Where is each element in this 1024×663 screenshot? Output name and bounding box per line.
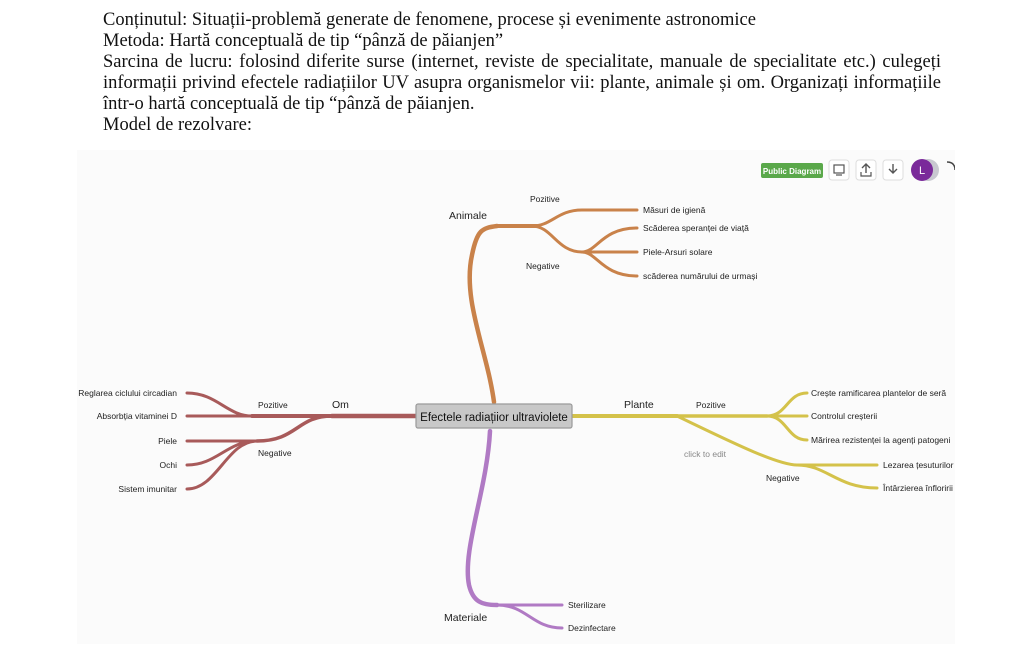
download-icon[interactable] <box>883 160 903 180</box>
click-to-edit-hint: click to edit <box>684 449 727 459</box>
animale-negative-item[interactable]: Scăderea speranței de viață <box>643 223 749 233</box>
animale-negative-item[interactable]: scăderea numărului de urmași <box>643 271 758 281</box>
task-paragraph: Sarcina de lucru: folosind diferite surse (internet, reviste de specialitate, manuale de specialitate etc.) culegeți informații privind efectele radiațiilor UV asupra organismelor vii: plante, animale și om. Organizați informațiile într-o hartă conceptuală de tip “pânză de păianjen. <box>103 52 941 114</box>
animale-positive-item[interactable]: Măsuri de igienă <box>643 205 706 215</box>
animale-positive-label[interactable]: Pozitive <box>530 194 560 204</box>
more-icon[interactable] <box>947 162 955 170</box>
plante-positive-item[interactable]: Crește ramificarea plantelor de seră <box>811 388 947 398</box>
animale-label[interactable]: Animale <box>449 210 487 222</box>
public-diagram-label[interactable]: Public Diagram <box>762 167 822 176</box>
plante-negative-item[interactable]: Lezarea țesuturilor <box>883 460 954 470</box>
om-positive-label[interactable]: Pozitive <box>258 400 288 410</box>
method-line: Metoda: Hartă conceptuală de tip “pânză de păianjen” <box>103 31 504 51</box>
avatar[interactable] <box>911 159 939 181</box>
animale-negative-item[interactable]: Piele-Arsuri solare <box>643 247 713 257</box>
plante-positive-label[interactable]: Pozitive <box>696 400 726 410</box>
plante-negative-item[interactable]: Întârzierea înfloririi <box>883 483 953 493</box>
materiale-branches <box>468 431 562 628</box>
om-label[interactable]: Om <box>332 399 349 411</box>
plante-positive-item[interactable]: Mărirea rezistenței la agenți patogeni <box>811 435 951 445</box>
central-node[interactable] <box>416 404 572 428</box>
materiale-label[interactable]: Materiale <box>444 612 488 624</box>
om-negative-item[interactable]: Ochi <box>159 460 177 470</box>
document-text <box>103 10 941 136</box>
om-negative-item[interactable]: Sistem imunitar <box>118 484 177 494</box>
materiale-item[interactable]: Dezinfectare <box>568 623 616 633</box>
animale-branches <box>470 210 637 402</box>
animale-negative-label[interactable]: Negative <box>526 261 560 271</box>
content-line: Conținutul: Situații-problemă generate de fenomene, procese și evenimente astronomice <box>103 10 756 30</box>
plante-label[interactable]: Plante <box>624 399 654 411</box>
toolbar <box>761 159 955 181</box>
central-node-label[interactable]: Efectele radiațiior ultraviolete <box>420 412 568 424</box>
plante-positive-item[interactable]: Controlul creșterii <box>811 411 878 421</box>
model-line: Model de rezolvare: <box>103 115 252 135</box>
share-icon[interactable] <box>856 160 876 180</box>
om-negative-item[interactable]: Piele <box>158 436 177 446</box>
mindmap-canvas <box>77 150 955 644</box>
om-positive-item[interactable]: Reglarea ciclului circadian <box>78 388 177 398</box>
om-branches <box>187 393 416 489</box>
present-icon[interactable] <box>829 160 849 180</box>
om-positive-item[interactable]: Absorbția vitaminei D <box>96 411 177 421</box>
mindmap-screenshot <box>77 150 955 644</box>
avatar-letter: L <box>918 165 926 177</box>
om-negative-label[interactable]: Negative <box>258 448 292 458</box>
public-diagram-badge[interactable] <box>761 163 823 178</box>
plante-negative-label[interactable]: Negative <box>766 473 800 483</box>
materiale-item[interactable]: Sterilizare <box>568 600 606 610</box>
